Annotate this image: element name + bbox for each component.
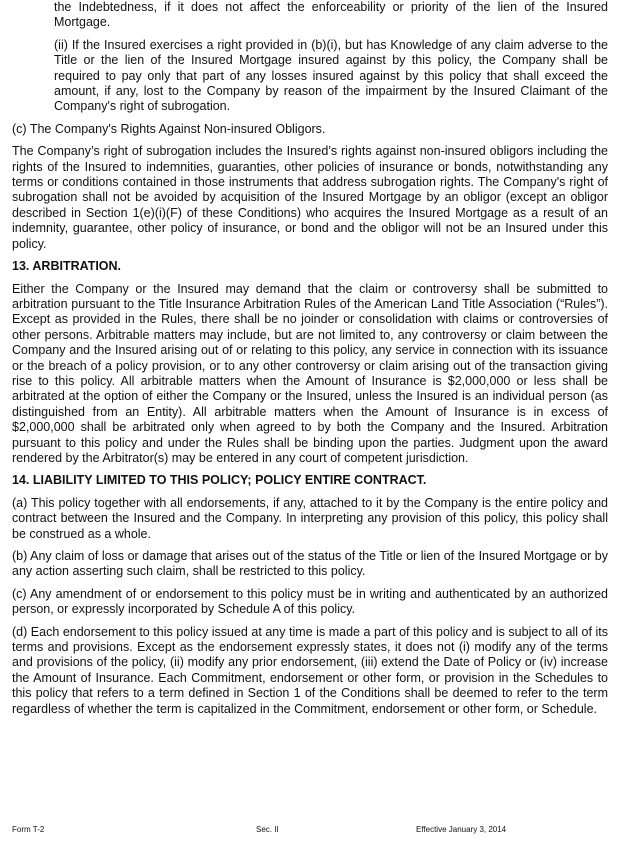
paragraph-arbitration: Either the Company or the Insured may demand that the claim or controversy shall be submitted to arbitration pursuant to the Title Insurance Arbitration Rules of the American Land Title Association (“Rules”). Except as provided in the Rules, there shall be no joinder or consolidation with claims or controversies of other persons. Arbitrable matters may include, but are not limited to, any controversy or claim between the Company and the Insured arising out of or relating to this policy, any service in connection with its issuance or the breach of a policy provision, or to any other controversy or claim arising out of the transaction giving rise to this policy. All arbitrable matters when the Amount of Insurance is $2,000,000 or less shall be arbitrated at the option of either the Company or the Insured, unless the Insured is an individual person (as distinguished from an Entity). All arbitrable matters when the Amount of Insurance is in excess of $2,000,000 shall be arbitrated only when agreed to by both the Company and the Insured. Arbitration pursuant to this policy and under the Rules shall be binding upon the parties. Judgment upon the award rendered by the Arbitrator(s) may be entered in any court of competent jurisdiction. [12, 281, 608, 465]
paragraph-claims-restricted-b: (b) Any claim of loss or damage that arises out of the status of the Title or lien of the Insured Mortgage or by any action asserting such claim, shall be restricted to this policy. [12, 549, 608, 579]
section-heading-arbitration: 13. ARBITRATION. [12, 259, 122, 274]
paragraph-amendment-c: (c) Any amendment of or endorsement to this policy must be in writing and authenticated by an authorized person, or expressly incorporated by Schedule A of this policy. [12, 586, 608, 617]
paragraph-endorsement-d: (d) Each endorsement to this policy issued at any time is made a part of this policy and is subject to all of its terms and provisions. Except as the endorsement expressly states, it does not (i) modify any of the terms and provisions of the policy, (ii) modify any prior endorsement, (iii) extend the Date of Policy or (iv) increase the Amount of Insurance. Each Commitment, endorsement or other form, or provision in the Schedules to this policy that refers to a term defined in Section 1 of the Conditions shall be deemed to refer to the term regardless of whether the term is capitalized in the Commitment, endorsement or other form, or Schedule. [12, 624, 608, 716]
footer-effective-date: Effective January 3, 2014 [416, 825, 507, 834]
paragraph-non-insured-obligors-heading: (c) The Company's Rights Against Non-insured Obligors. [12, 121, 326, 136]
document-body [12, 0, 608, 724]
paragraph-entire-contract-a: (a) This policy together with all endorsements, if any, attached to it by the Company is the entire policy and contract between the Insured and the Company. In interpreting any provision of this policy, this policy shall be construed as a whole. [12, 495, 608, 541]
paragraph-subrogation-rights: The Company’s right of subrogation includes the Insured’s rights against non-insured obligors including the rights of the Insured to indemnities, guaranties, other policies of insurance or bonds, notwithstanding any terms or conditions contained in those instruments that address subrogation rights. The Company's right of subrogation shall not be avoided by acquisition of the Insured Mortgage by an obligor (except an obligor described in Section 1(e)(i)(F) of these Conditions) who acquires the Insured Mortgage as a result of an indemnity, guarantee, other policy of insurance, or bond and the obligor will not be an Insured under this policy. [12, 144, 608, 251]
paragraph-subrogation-ii: (ii) If the Insured exercises a right provided in (b)(i), but has Knowledge of any claim adverse to the Title or the lien of the Insured Mortgage insured against by this policy, the Company shall be required to pay only that part of any losses insured against by this policy that shall exceed the amount, if any, lost to the Company by reason of the impairment by the Insured Claimant of the Company's right of subrogation. [54, 37, 608, 114]
paragraph-indebtedness-continuation: the Indebtedness, if it does not affect the enforceability or priority of the lien of the Insured Mortgage. [54, 0, 608, 30]
footer-form-number: Form T-2 [12, 825, 45, 834]
page-footer [12, 825, 608, 837]
footer-section: Sec. II [256, 825, 279, 834]
section-heading-liability-limited: 14. LIABILITY LIMITED TO THIS POLICY; POLICY ENTIRE CONTRACT. [12, 473, 427, 488]
